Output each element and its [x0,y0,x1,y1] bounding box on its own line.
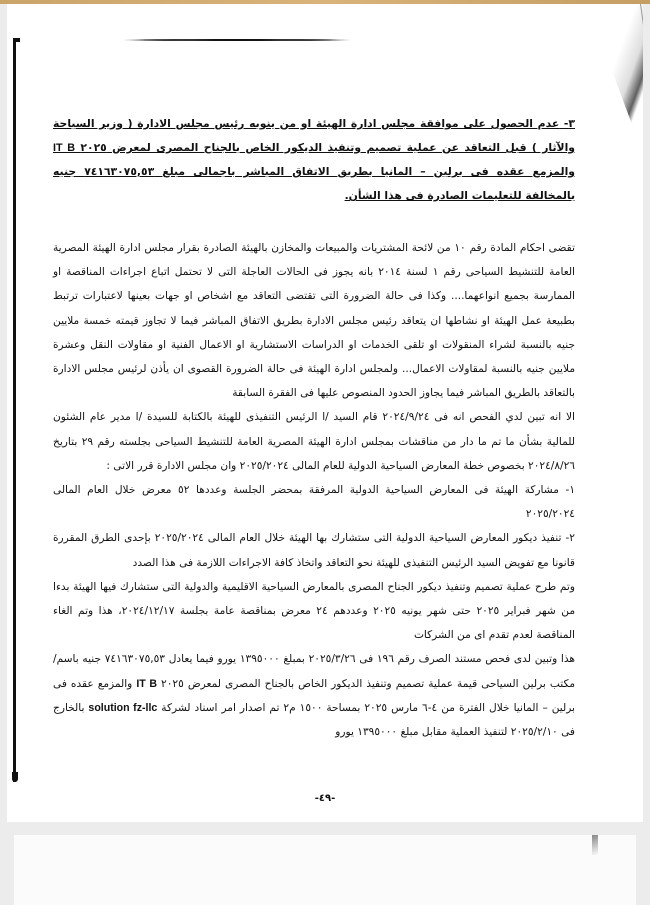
paragraph-regulation: تقضى احكام المادة رقم ١٠ من لائحة المشتريات والمبيعات والمخازن بالهيئة الصادرة بقرار مجلس ادارة الهيئة المصرية العامة للتنشيط السياحى رقم ١ لسنة ٢٠١٤ بانه يجوز فى الحالات العاجلة التى لا تحتمل اتباع اجراءات المناقصة او الممارسة بجميع انواعهما.... وكذا فى حالة الضرورة التى تقتضى التعاقد مع اشخاص او جهات بعينها لاعتبارات ترتبط بطبيعة عمل الهيئة او نشاطها ان يتعاقد رئيس مجلس الادارة بطريق الاتفاق المباشر فيما لا تجاوز قيمته خمسة ملايين جنيه بالنسبة لشراء المنقولات او تلقى الخدمات او الدراسات الاستشارية او الاعمال الفنية او مقاولات النقل وعشرة ملايين جنيه بالنسبة لمقاولات الاعمال... ولمجلس ادارة الهيئة فى حالة الضرورة القصوى ان يأذن لرئيس مجلس الادارة بالتعاقد بالطريق المباشر فيما يجاوز الحدود المنصوص عليها فى الفقرة السابقة [53,242,575,400]
decision-text: مشاركة الهيئة فى المعارض السياحية الدولية المرفقة بمحضر الجلسة وعددها ٥٢ معرض خلال العام المالى ٢٠٢٥/٢٠٢٤ [53,484,575,521]
next-page-edge [14,835,636,905]
payment-latin-1: IT B [136,677,157,690]
decision-number: ٢- [565,532,575,545]
page-number: -٤٩- [314,793,336,804]
next-page-fold [592,835,598,855]
paragraph-findings: الا انه تبين لدي الفحص انه فى ٢٠٢٤/٩/٢٤ قام السيد /ا الرئيس التنفيذى للهيئة بالكتابة للسيدة /ا مدير عام الشئون للمالية بشأن ما تم ما دار من مناقشات بمجلس ادارة الهيئة المصرية العامة للتنشيط السياحى بجلسته رقم ٢٩ بتاريخ ٢٠٢٤/٨/٢٦ بخصوص خطة المعارض السياحية الدولية للعام المالى ٢٠٢٥/٢٠٢٤ وان مجلس الادارة قرر الاتى : [53,411,575,472]
page-fold-shadow [595,4,643,154]
payment-text-1: هذا وتبين لدى فحص مستند الصرف رقم ١٩٦ فى ٢٠٢٥/٣/٢٦ بمبلغ ١٣٩٥٠٠٠ يورو فيما يعادل ٧٤١٦٣٠٧٥,٥٣ جنيه باسم/ مكتب برلين السياحى قيمة عملية تصميم وتنفيذ الديكور الخاص بالجناح المصرى لمعرض ٢٠٢٥ [53,653,576,690]
binding-line [13,40,16,782]
heading-latin-1: IT B [53,142,76,154]
heading-number: ٣- [563,117,575,130]
decision-number: ١- [565,484,576,497]
paragraph-tender: وتم طرح عملية تصميم وتنفيذ ديكور الجناح المصرى بالمعارض السياحية الاقليمية والدولية التى ستشارك فيها الهيئة بدءا من شهر فبراير ٢٠٢٥ حتى شهر يونيه ٢٠٢٥ وعددهم ٢٤ معرض بمناقصة عامة بجلسة ٢٠٢٤/١٢/١٧، هذا وتم الغاء المناقصة لعدم تقدم اى من الشركات [53,580,576,642]
decision-text: تنفيذ ديكور المعارض السياحية الدولية التى ستشارك بها الهيئة خلال العام المالى ٢٠٢٥/٢٠٢٤ بإحدى الطرق المقررة قانونا مع تفويض السيد الرئيس التنفيذى للهيئة نحو التعاقد واتخاذ كافة الاجراءات اللازمة فى هذا الصدد [53,532,575,569]
document-body [53,112,575,744]
paragraph-payment [53,647,575,744]
decision-item [53,526,575,574]
heading-text-2: والمزمع عقده فى برلين – المانيا بطريق الاتفاق المباشر باجمالى مبلغ ٧٤١٦٣٠٧٥,٥٣ جنيه بالمخالفة للتعليمات الصادرة فى هذا الشأن. [53,165,575,202]
decision-item [53,478,575,526]
section-heading [53,112,575,208]
top-rule [122,39,352,41]
document-page [7,4,643,822]
payment-latin-2: solution fz-llc [88,701,158,714]
binding-foot [12,772,18,782]
payment-text-3: بالخارج فى ٢٠٢٥/٢/١٠ لتنفيذ العملية مقابل مبلغ ١٣٩٥٠٠٠ يورو [53,701,575,739]
payment-text-2: والمزمع عقده فى برلين – المانيا خلال الفترة من ٤-٦ مارس ٢٠٢٥ بمساحة ١٥٠٠ م٢ تم اصدار امر اسناد لشركة [53,677,576,714]
heading-text-1: عدم الحصول على موافقة مجلس ادارة الهيئة او من ينوبه رئيس مجلس الادارة ( وزير السياحة والآثار ) قبل التعاقد عن عملية تصميم وتنفيذ الديكور الخاص بالجناح المصرى لمعرض ٢٠٢٥ [53,117,575,154]
